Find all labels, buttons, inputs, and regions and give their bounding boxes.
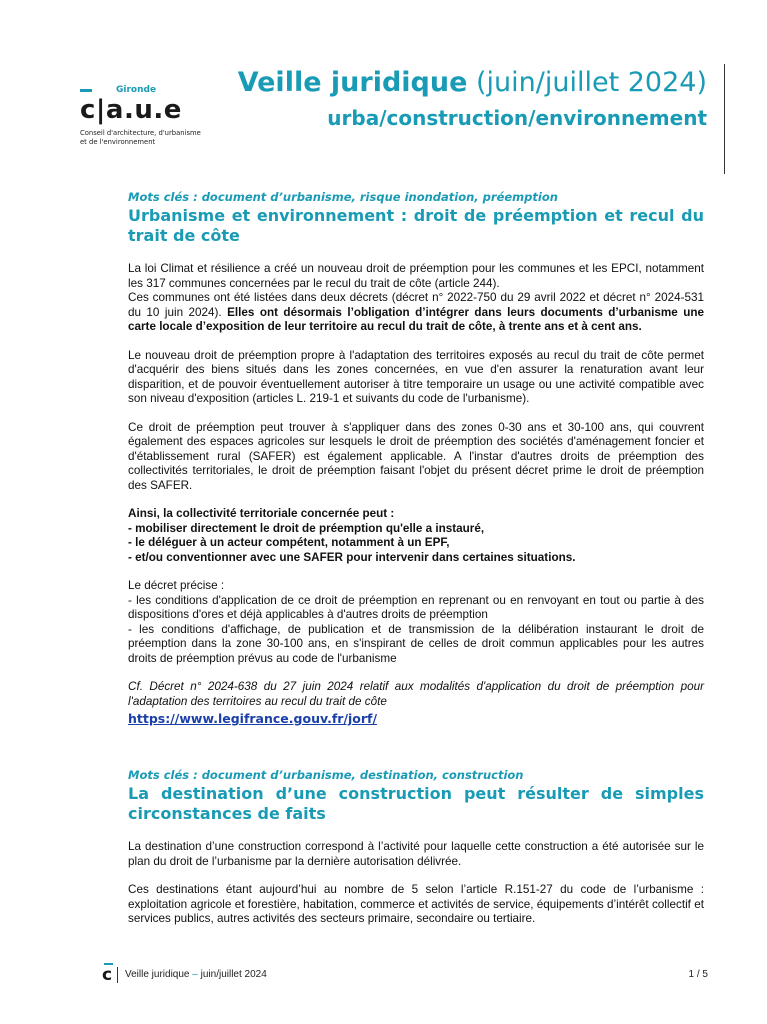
title-main: Veille juridique	[237, 67, 468, 98]
footer-period: juin/juillet 2024	[200, 969, 267, 980]
main-content	[128, 190, 704, 941]
section2-keywords: Mots clés : document d’urbanisme, destination, construction	[128, 768, 524, 782]
page-title	[238, 67, 707, 98]
footer-label	[125, 969, 267, 980]
logo-accent-bar	[80, 89, 92, 92]
section1-action-list	[128, 507, 704, 565]
logo-tagline	[80, 129, 240, 147]
logo-wordmark: c|a.u.e	[80, 95, 182, 125]
list-item: - mobiliser directement le droit de préemption qu'elle a instauré,	[128, 521, 485, 535]
list-item: - le déléguer à un acteur compétent, notamment à un EPF,	[128, 536, 450, 549]
section2-paragraph-2: Ces destinations étant aujourd’hui au nombre de 5 selon l’article R.151-27 du code de l’urbanisme : exploitation agricole et forestière, habitation, commerce et activités de service, équipements d’intérêt collectif et services publics, autres activités des secteurs primaire, secondaire ou tertiaire.	[128, 883, 704, 925]
list-item: - et/ou conventionner avec une SAFER pour intervenir dans certaines situations.	[128, 550, 576, 564]
logo-tagline-line-1: Conseil d'architecture, d'urbanisme	[80, 129, 201, 137]
section1-p1-decrees: Ces communes ont été listées dans deux décrets (décret n° 2022-750 du 29 avril 2022 et décret n° 2024-531 du 10 juin 2024).	[128, 291, 704, 319]
footer-divider	[117, 967, 118, 983]
footer-title: Veille juridique	[125, 969, 190, 980]
page-footer	[98, 963, 708, 987]
decret-list-intro: Le décret précise :	[128, 579, 225, 592]
legifrance-link[interactable]: https://www.legifrance.gouv.fr/jorf/	[128, 711, 378, 726]
section1-p1-intro: La loi Climat et résilience a créé un nouveau droit de préemption pour les communes et les EPCI, notamment les 317 communes concernées par le recul du trait de côte (article 244).	[128, 262, 704, 290]
section2-paragraph-1: La destination d’une construction correspond à l’activité pour laquelle cette construction a été autorisée sur le plan du droit de l’urbanisme par la dernière autorisation délivrée.	[128, 840, 704, 868]
section1-keywords: Mots clés : document d’urbanisme, risque inondation, préemption	[128, 190, 558, 204]
action-list-intro: Ainsi, la collectivité territoriale concernée peut :	[128, 507, 395, 520]
section1-heading: Urbanisme et environnement : droit de préemption et recul du trait de côte	[128, 206, 704, 245]
section1-paragraph-2: Le nouveau droit de préemption propre à l'adaptation des territoires exposés au recul du trait de côte permet d'acquérir des biens situés dans les zones concernées, en vue d'en assurer la renaturation avant leur disparition, et de pouvoir éventuellement autoriser à titre temporaire un usage ou une activité compatible avec son niveau d'exposition (articles L. 219-1 et suivants du code de l'urbanisme).	[128, 348, 704, 405]
footer-logo: c	[102, 965, 113, 985]
section1-decret-list	[128, 579, 704, 666]
section1-reference: Cf. Décret n° 2024-638 du 27 juin 2024 relatif aux modalités d'application du droit de préemption pour l'adaptation des territoires au recul du trait de côte	[128, 680, 704, 708]
footer-dash: –	[189, 969, 201, 980]
section1-paragraph-3: Ce droit de préemption peut trouver à s'appliquer dans des zones 0-30 ans et 30-100 ans, qui couvrent également des espaces agricoles sur lesquels le droit de préemption des sociétés d'aménagement foncier et d'établissement rural (SAFER) est également applicable. A l'instar d'autres droits de préemption des collectivités territoriales, le droit de préemption faisant l'objet du présent décret prime le droit de préemption des SAFER.	[128, 420, 704, 492]
section1-p1-obligation: Elles ont désormais l’obligation d’intégrer dans leurs documents d’urbanisme une carte locale d’exposition de leur territoire au recul du trait de côte, à trente ans et à cent ans.	[128, 305, 705, 333]
list-item: - les conditions d'affichage, de publication et de transmission de la délibération instaurant le droit de préemption dans la zone 30-100 ans, en s'inspirant de celles de droit commun applicables pour les autres droits de préemption prévus au code de l'urbanisme	[128, 622, 704, 665]
title-period: (juin/juillet 2024)	[467, 67, 707, 98]
page-subtitle: urba/construction/environnement	[327, 106, 707, 130]
logo-tagline-line-2: et de l'environnement	[80, 138, 156, 146]
page-number: 1 / 5	[688, 969, 708, 980]
logo-region: Gironde	[116, 85, 157, 95]
section1-paragraph-1	[128, 262, 704, 335]
header-divider	[724, 64, 725, 174]
list-item: - les conditions d'application de ce droit de préemption en reprenant ou en renvoyant en tout ou partie à des dispositions d'ores et déjà applicables à d'autres droits de préemption	[128, 593, 704, 621]
section2-heading: La destination d’une construction peut résulter de simples circonstances de faits	[128, 784, 704, 823]
